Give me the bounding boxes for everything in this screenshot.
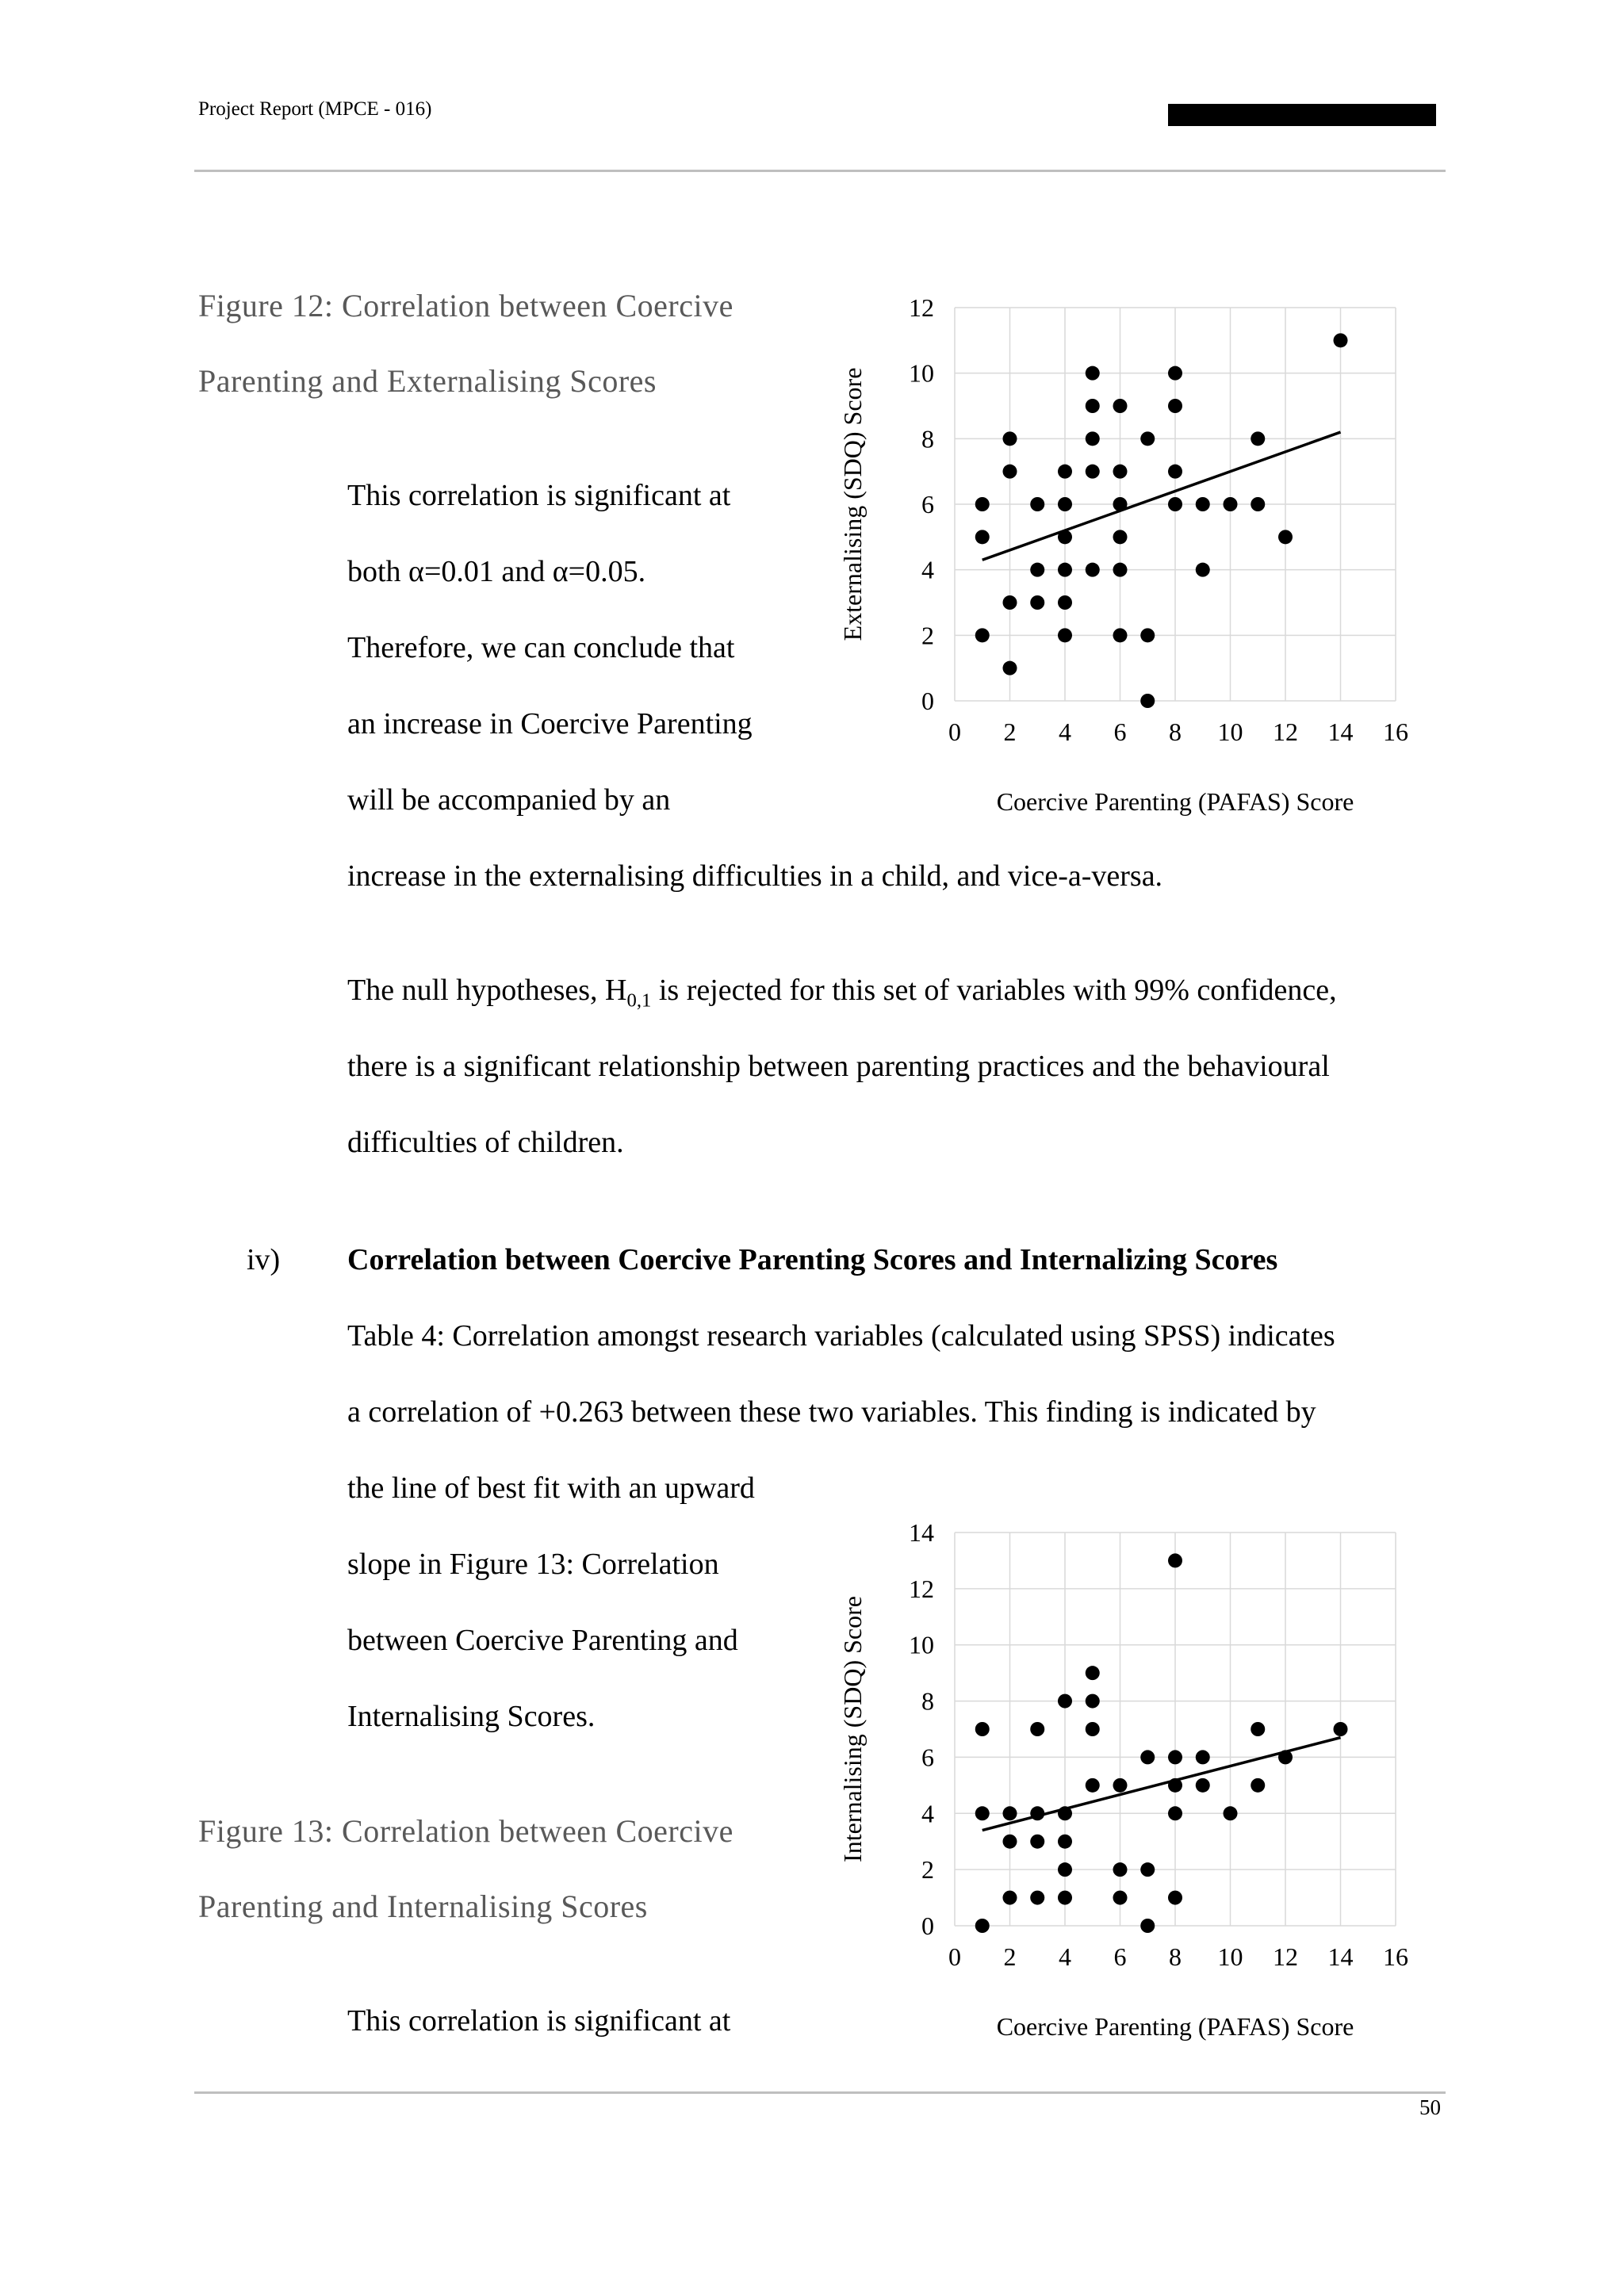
data-point xyxy=(1168,1891,1182,1905)
data-point xyxy=(1168,1750,1182,1764)
data-point xyxy=(1030,563,1044,577)
redaction-bar xyxy=(1168,104,1436,126)
y-tick-label: 12 xyxy=(909,293,934,322)
data-point xyxy=(1058,628,1072,642)
para2-line1-sub: 0,1 xyxy=(626,989,652,1012)
data-point xyxy=(1140,1919,1155,1933)
y-tick-label: 6 xyxy=(921,1743,934,1772)
x-tick-label: 16 xyxy=(1383,718,1408,746)
data-point xyxy=(1113,497,1128,511)
x-tick-label: 14 xyxy=(1327,1942,1354,1971)
y-tick-label: 0 xyxy=(921,687,934,715)
figure13-caption-line2: Parenting and Internalising Scores xyxy=(198,1888,648,1924)
section-line: Table 4: Correlation amongst research variables (calculated using SPSS) indicates xyxy=(347,1319,1335,1353)
section-line: Internalising Scores. xyxy=(347,1700,596,1733)
y-tick-label: 4 xyxy=(921,1799,934,1828)
x-axis-label: Coercive Parenting (PAFAS) Score xyxy=(996,2012,1354,2041)
y-tick-label: 2 xyxy=(921,1855,934,1885)
data-point xyxy=(1030,595,1044,610)
data-point xyxy=(1058,595,1072,610)
data-point xyxy=(1196,1750,1210,1764)
data-point xyxy=(975,628,990,642)
x-tick-label: 0 xyxy=(948,1942,961,1971)
data-point xyxy=(1168,366,1182,381)
para3-line1: This correlation is significant at xyxy=(347,2004,731,2038)
y-tick-label: 4 xyxy=(921,555,934,584)
x-tick-label: 12 xyxy=(1273,718,1298,746)
data-point xyxy=(1168,399,1182,413)
data-point xyxy=(1113,1862,1128,1877)
data-point xyxy=(1058,465,1072,479)
header-title: Project Report (MPCE - 016) xyxy=(198,98,432,120)
para1-line: will be accompanied by an xyxy=(347,783,671,817)
data-point xyxy=(1224,1806,1238,1820)
data-point xyxy=(975,497,990,511)
externalising-scatter-chart xyxy=(825,285,1427,840)
y-tick-label: 12 xyxy=(909,1574,934,1603)
data-point xyxy=(1086,399,1100,413)
x-tick-label: 6 xyxy=(1113,1942,1127,1971)
data-point xyxy=(1168,1778,1182,1793)
data-point xyxy=(975,530,990,544)
x-tick-label: 8 xyxy=(1169,718,1182,746)
figure13-caption-line1: Figure 13: Correlation between Coercive xyxy=(198,1813,733,1849)
data-point xyxy=(1140,1862,1155,1877)
x-tick-label: 16 xyxy=(1383,1942,1408,1971)
data-point xyxy=(1086,366,1100,381)
data-point xyxy=(1278,1750,1293,1764)
x-tick-label: 10 xyxy=(1217,718,1243,746)
data-point xyxy=(1086,563,1100,577)
para2-line1 xyxy=(347,973,1337,1012)
data-point xyxy=(1003,465,1017,479)
x-tick-label: 14 xyxy=(1327,718,1354,746)
data-point xyxy=(1003,1835,1017,1849)
data-point xyxy=(1251,431,1265,446)
data-point xyxy=(1030,1806,1044,1820)
data-point xyxy=(1086,1778,1100,1793)
data-point xyxy=(1113,465,1128,479)
data-point xyxy=(1003,431,1017,446)
data-point xyxy=(975,1806,990,1820)
x-tick-label: 0 xyxy=(948,718,961,746)
y-tick-label: 8 xyxy=(921,1686,934,1716)
data-point xyxy=(1140,431,1155,446)
data-point xyxy=(1113,563,1128,577)
data-point xyxy=(1003,661,1017,675)
x-tick-label: 6 xyxy=(1113,718,1127,746)
data-point xyxy=(975,1919,990,1933)
y-tick-label: 6 xyxy=(921,490,934,519)
data-point xyxy=(1058,1806,1072,1820)
x-tick-label: 2 xyxy=(1003,1942,1017,1971)
data-point xyxy=(1086,465,1100,479)
x-tick-label: 2 xyxy=(1003,718,1017,746)
data-point xyxy=(1086,1722,1100,1736)
data-point xyxy=(1251,497,1265,511)
y-tick-label: 0 xyxy=(921,1911,934,1940)
data-point xyxy=(1113,628,1128,642)
data-point xyxy=(1196,1778,1210,1793)
x-tick-label: 8 xyxy=(1169,1942,1182,1971)
section-line: slope in Figure 13: Correlation xyxy=(347,1548,719,1581)
section-line: a correlation of +0.263 between these two variables. This finding is indicated by xyxy=(347,1395,1316,1429)
para2-line1-before: The null hypotheses, H xyxy=(347,974,627,1007)
data-point xyxy=(1251,1722,1265,1736)
data-point xyxy=(1058,1835,1072,1849)
para1-line: Therefore, we can conclude that xyxy=(347,631,735,664)
section-heading: Correlation between Coercive Parenting Scores and Internalizing Scores xyxy=(347,1243,1278,1276)
data-point xyxy=(1058,530,1072,544)
data-point xyxy=(1086,1694,1100,1709)
data-point xyxy=(1086,431,1100,446)
para1-line: This correlation is significant at xyxy=(347,479,731,512)
data-point xyxy=(1003,1891,1017,1905)
data-point xyxy=(1030,497,1044,511)
data-point xyxy=(1168,497,1182,511)
x-tick-label: 4 xyxy=(1059,718,1071,746)
data-point xyxy=(1334,1722,1348,1736)
para1-line: both α=0.01 and α=0.05. xyxy=(347,555,646,588)
data-point xyxy=(1140,628,1155,642)
data-point xyxy=(1196,497,1210,511)
y-tick-label: 2 xyxy=(921,621,934,650)
x-tick-label: 10 xyxy=(1217,1942,1243,1971)
para2-line1-after: is rejected for this set of variables with 99% confidence, xyxy=(651,974,1337,1007)
y-tick-label: 14 xyxy=(909,1518,934,1547)
header-rule xyxy=(194,170,1446,172)
y-tick-label: 10 xyxy=(909,1630,934,1659)
figure12-caption-line2: Parenting and Externalising Scores xyxy=(198,363,657,399)
section-line: the line of best fit with an upward xyxy=(347,1471,755,1505)
data-point xyxy=(1251,1778,1265,1793)
data-point xyxy=(975,1722,990,1736)
data-point xyxy=(1196,563,1210,577)
internalising-scatter-chart xyxy=(825,1510,1427,2065)
data-point xyxy=(1113,399,1128,413)
data-point xyxy=(1030,1722,1044,1736)
x-axis-label: Coercive Parenting (PAFAS) Score xyxy=(996,787,1354,816)
section-line: between Coercive Parenting and xyxy=(347,1624,738,1657)
data-point xyxy=(1113,1891,1128,1905)
data-point xyxy=(1058,1891,1072,1905)
y-tick-label: 8 xyxy=(921,424,934,453)
data-point xyxy=(1278,530,1293,544)
data-point xyxy=(1140,1750,1155,1764)
data-point xyxy=(1003,595,1017,610)
data-point xyxy=(1140,694,1155,708)
para2-line3: difficulties of children. xyxy=(347,1126,624,1159)
para2-line2: there is a significant relationship between parenting practices and the behavioural xyxy=(347,1050,1330,1083)
para1-line: increase in the externalising difficulties in a child, and vice-a-versa. xyxy=(347,859,1163,893)
data-point xyxy=(1168,465,1182,479)
data-point xyxy=(1003,1806,1017,1820)
data-point xyxy=(1058,1694,1072,1709)
data-point xyxy=(1030,1835,1044,1849)
para1-line: an increase in Coercive Parenting xyxy=(347,707,753,740)
data-point xyxy=(1030,1891,1044,1905)
data-point xyxy=(1168,1806,1182,1820)
data-point xyxy=(1058,497,1072,511)
data-point xyxy=(1086,1666,1100,1680)
figure12-caption-line1: Figure 12: Correlation between Coercive xyxy=(198,288,733,323)
data-point xyxy=(1058,1862,1072,1877)
page-number: 50 xyxy=(1419,2095,1441,2119)
x-tick-label: 12 xyxy=(1273,1942,1298,1971)
data-point xyxy=(1224,497,1238,511)
data-point xyxy=(1058,563,1072,577)
data-point xyxy=(1334,333,1348,347)
data-point xyxy=(1113,530,1128,544)
footer-rule xyxy=(194,2091,1446,2094)
data-point xyxy=(1168,1553,1182,1567)
y-tick-label: 10 xyxy=(909,358,934,388)
data-point xyxy=(1113,1778,1128,1793)
y-axis-label: Externalising (SDQ) Score xyxy=(838,367,867,641)
x-tick-label: 4 xyxy=(1059,1942,1071,1971)
y-axis-label: Internalising (SDQ) Score xyxy=(838,1596,867,1862)
section-number: iv) xyxy=(247,1243,281,1276)
